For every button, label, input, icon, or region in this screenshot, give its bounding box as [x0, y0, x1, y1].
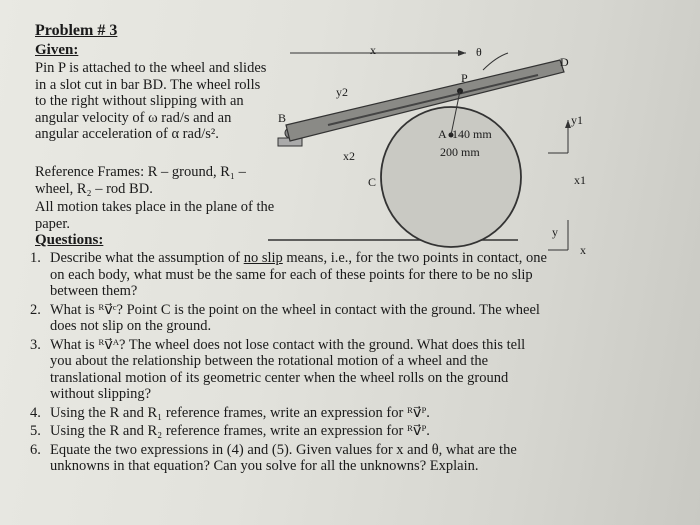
question-text: Using the R and R₁ reference frames, write an expression for ᴿv⃗ᴾ. — [50, 404, 430, 421]
question-text: Using the R and R₂ reference frames, write an expression for ᴿv⃗ᴾ. — [50, 423, 430, 439]
question-item — [30, 337, 550, 403]
question-item — [30, 302, 550, 335]
y-label: y — [552, 225, 558, 239]
x2-label: x2 — [343, 149, 355, 163]
mechanism-diagram — [268, 45, 598, 275]
y2-label: y2 — [336, 85, 348, 99]
question-number: 5. — [30, 423, 41, 439]
y1-label: y1 — [571, 113, 583, 127]
point-C-label: C — [368, 175, 377, 189]
questions-heading: Questions: — [35, 232, 104, 248]
question-text: Equate the two expressions in (4) and (5). Given values for x and θ, what are the unknowns in that equation? Can you solve for all the unknowns? Explain. — [50, 441, 517, 474]
point-A-label: A — [438, 127, 447, 141]
question-number: 3. — [30, 336, 41, 353]
x-arrowhead — [458, 50, 466, 56]
mechanism-drawing — [268, 45, 598, 275]
question-item — [30, 423, 550, 440]
question-text: What is ᴿv⃗ᶜ? Point C is the point on the wheel in contact with the ground. The wheel does not slip on the ground. — [50, 301, 540, 334]
questions-list — [30, 250, 550, 477]
question-text-emphasis: no slip — [243, 250, 283, 266]
question-number: 2. — [30, 301, 41, 318]
point-D-label: D — [560, 55, 569, 69]
motion-note: All motion takes place in the plane of the paper. — [35, 199, 275, 232]
point-P-label: P — [461, 71, 468, 85]
question-text: What is ᴿv⃗ᴬ? The wheel does not lose contact with the ground. What does this tell you about the relationship between the rotational motion of a wheel and the translational motion of its geometric center when the wheel rolls on the ground without slipping? — [50, 336, 526, 402]
question-item — [30, 442, 550, 475]
question-text-pre: Describe what the assumption of — [50, 250, 244, 266]
reference-frames-text: Reference Frames: R – ground, R₁ – wheel, R₂ – rod BD. — [35, 164, 246, 197]
point-B-label: B — [278, 111, 287, 125]
theta-label: θ — [476, 45, 482, 59]
dimension-200: 200 mm — [440, 145, 480, 159]
question-item — [30, 405, 550, 422]
given-text: Pin P is attached to the wheel and slides in a slot cut in bar BD. The wheel rolls to the right without slipping with an angular velocity of ω rad/s and an angular acceleration of α rad/s². — [35, 60, 267, 142]
ground-x-label: x — [580, 243, 586, 257]
x1-label: x1 — [574, 173, 586, 187]
given-heading: Given: — [35, 42, 79, 58]
wheel — [381, 107, 521, 247]
problem-title: Problem # 3 — [35, 22, 118, 39]
question-number: 4. — [30, 404, 41, 421]
question-number: 1. — [30, 250, 41, 266]
x-label: x — [370, 43, 376, 57]
dimension-140: 140 mm — [452, 127, 492, 141]
question-text-post: means, i.e., for the two points in contact, one on each body, what must be the same for each of these points for there to be no slip between them? — [50, 250, 547, 299]
question-number: 6. — [30, 441, 41, 458]
theta-arc — [483, 53, 508, 70]
